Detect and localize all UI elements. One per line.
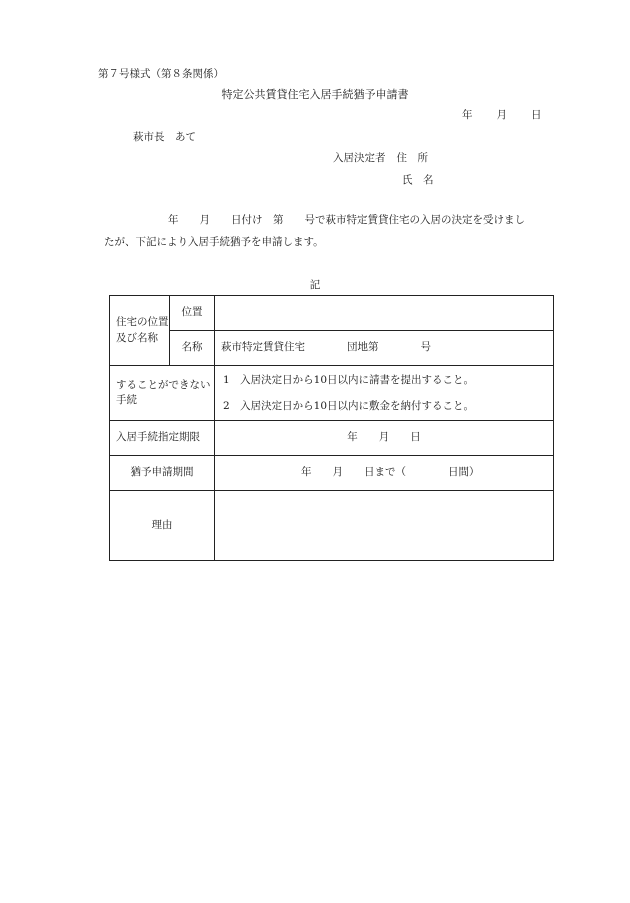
position-row	[110, 296, 554, 331]
date-month: 月	[496, 109, 507, 121]
procedure-2[interactable]: 2 入居決定日から10日以内に敷金を納付すること。	[223, 400, 475, 412]
name-value: 萩市特定賃貸住宅 団地第 号	[215, 331, 554, 366]
date-day: 日	[531, 109, 542, 121]
deadline-label: 入居手続指定期限	[110, 421, 215, 456]
procedures-label-cell	[110, 366, 215, 421]
reason-row	[110, 491, 554, 561]
addressee: 萩市長 あて	[133, 131, 196, 143]
name-label: 氏 名	[402, 174, 434, 186]
document-title: 特定公共賃貸住宅入居手続猶予申請書	[221, 88, 409, 101]
form-number: 第７号様式（第８条関係）	[98, 68, 224, 80]
procedure-1[interactable]: 1 入居決定日から10日以内に請書を提出すること。	[223, 373, 475, 386]
applicant-address-line	[333, 153, 428, 164]
procedures-label: することができない手続	[116, 378, 211, 406]
form-table	[109, 295, 554, 561]
date-year: 年	[462, 109, 473, 121]
body-line-1: 年 月 日付け 第 号で萩市特定賃貸住宅の入居の決定を受けまし	[168, 214, 525, 226]
housing-label-cell	[110, 296, 170, 366]
period-value: 年 月 日まで（ 日間）	[215, 456, 554, 491]
position-value-cell[interactable]	[215, 296, 554, 331]
address-label: 住 所	[396, 152, 428, 164]
reason-label: 理由	[110, 491, 215, 561]
position-label: 位置	[170, 296, 215, 331]
housing-label: 住宅の位置及び名称	[116, 316, 169, 344]
applicant-role: 入居決定者	[333, 152, 386, 164]
reason-value-cell[interactable]	[215, 491, 554, 561]
name-label: 名称	[170, 331, 215, 366]
body-line-2: たが、下記により入居手続猶予を申請します。	[104, 236, 324, 248]
deadline-row	[110, 421, 554, 456]
procedures-row	[110, 366, 554, 421]
procedures-value-cell	[215, 366, 554, 421]
period-row	[110, 456, 554, 491]
period-label: 猶予申請期間	[110, 456, 215, 491]
date-line	[462, 110, 542, 121]
name-row	[110, 331, 554, 366]
ki-heading: 記	[309, 279, 321, 291]
deadline-value: 年 月 日	[215, 421, 554, 456]
